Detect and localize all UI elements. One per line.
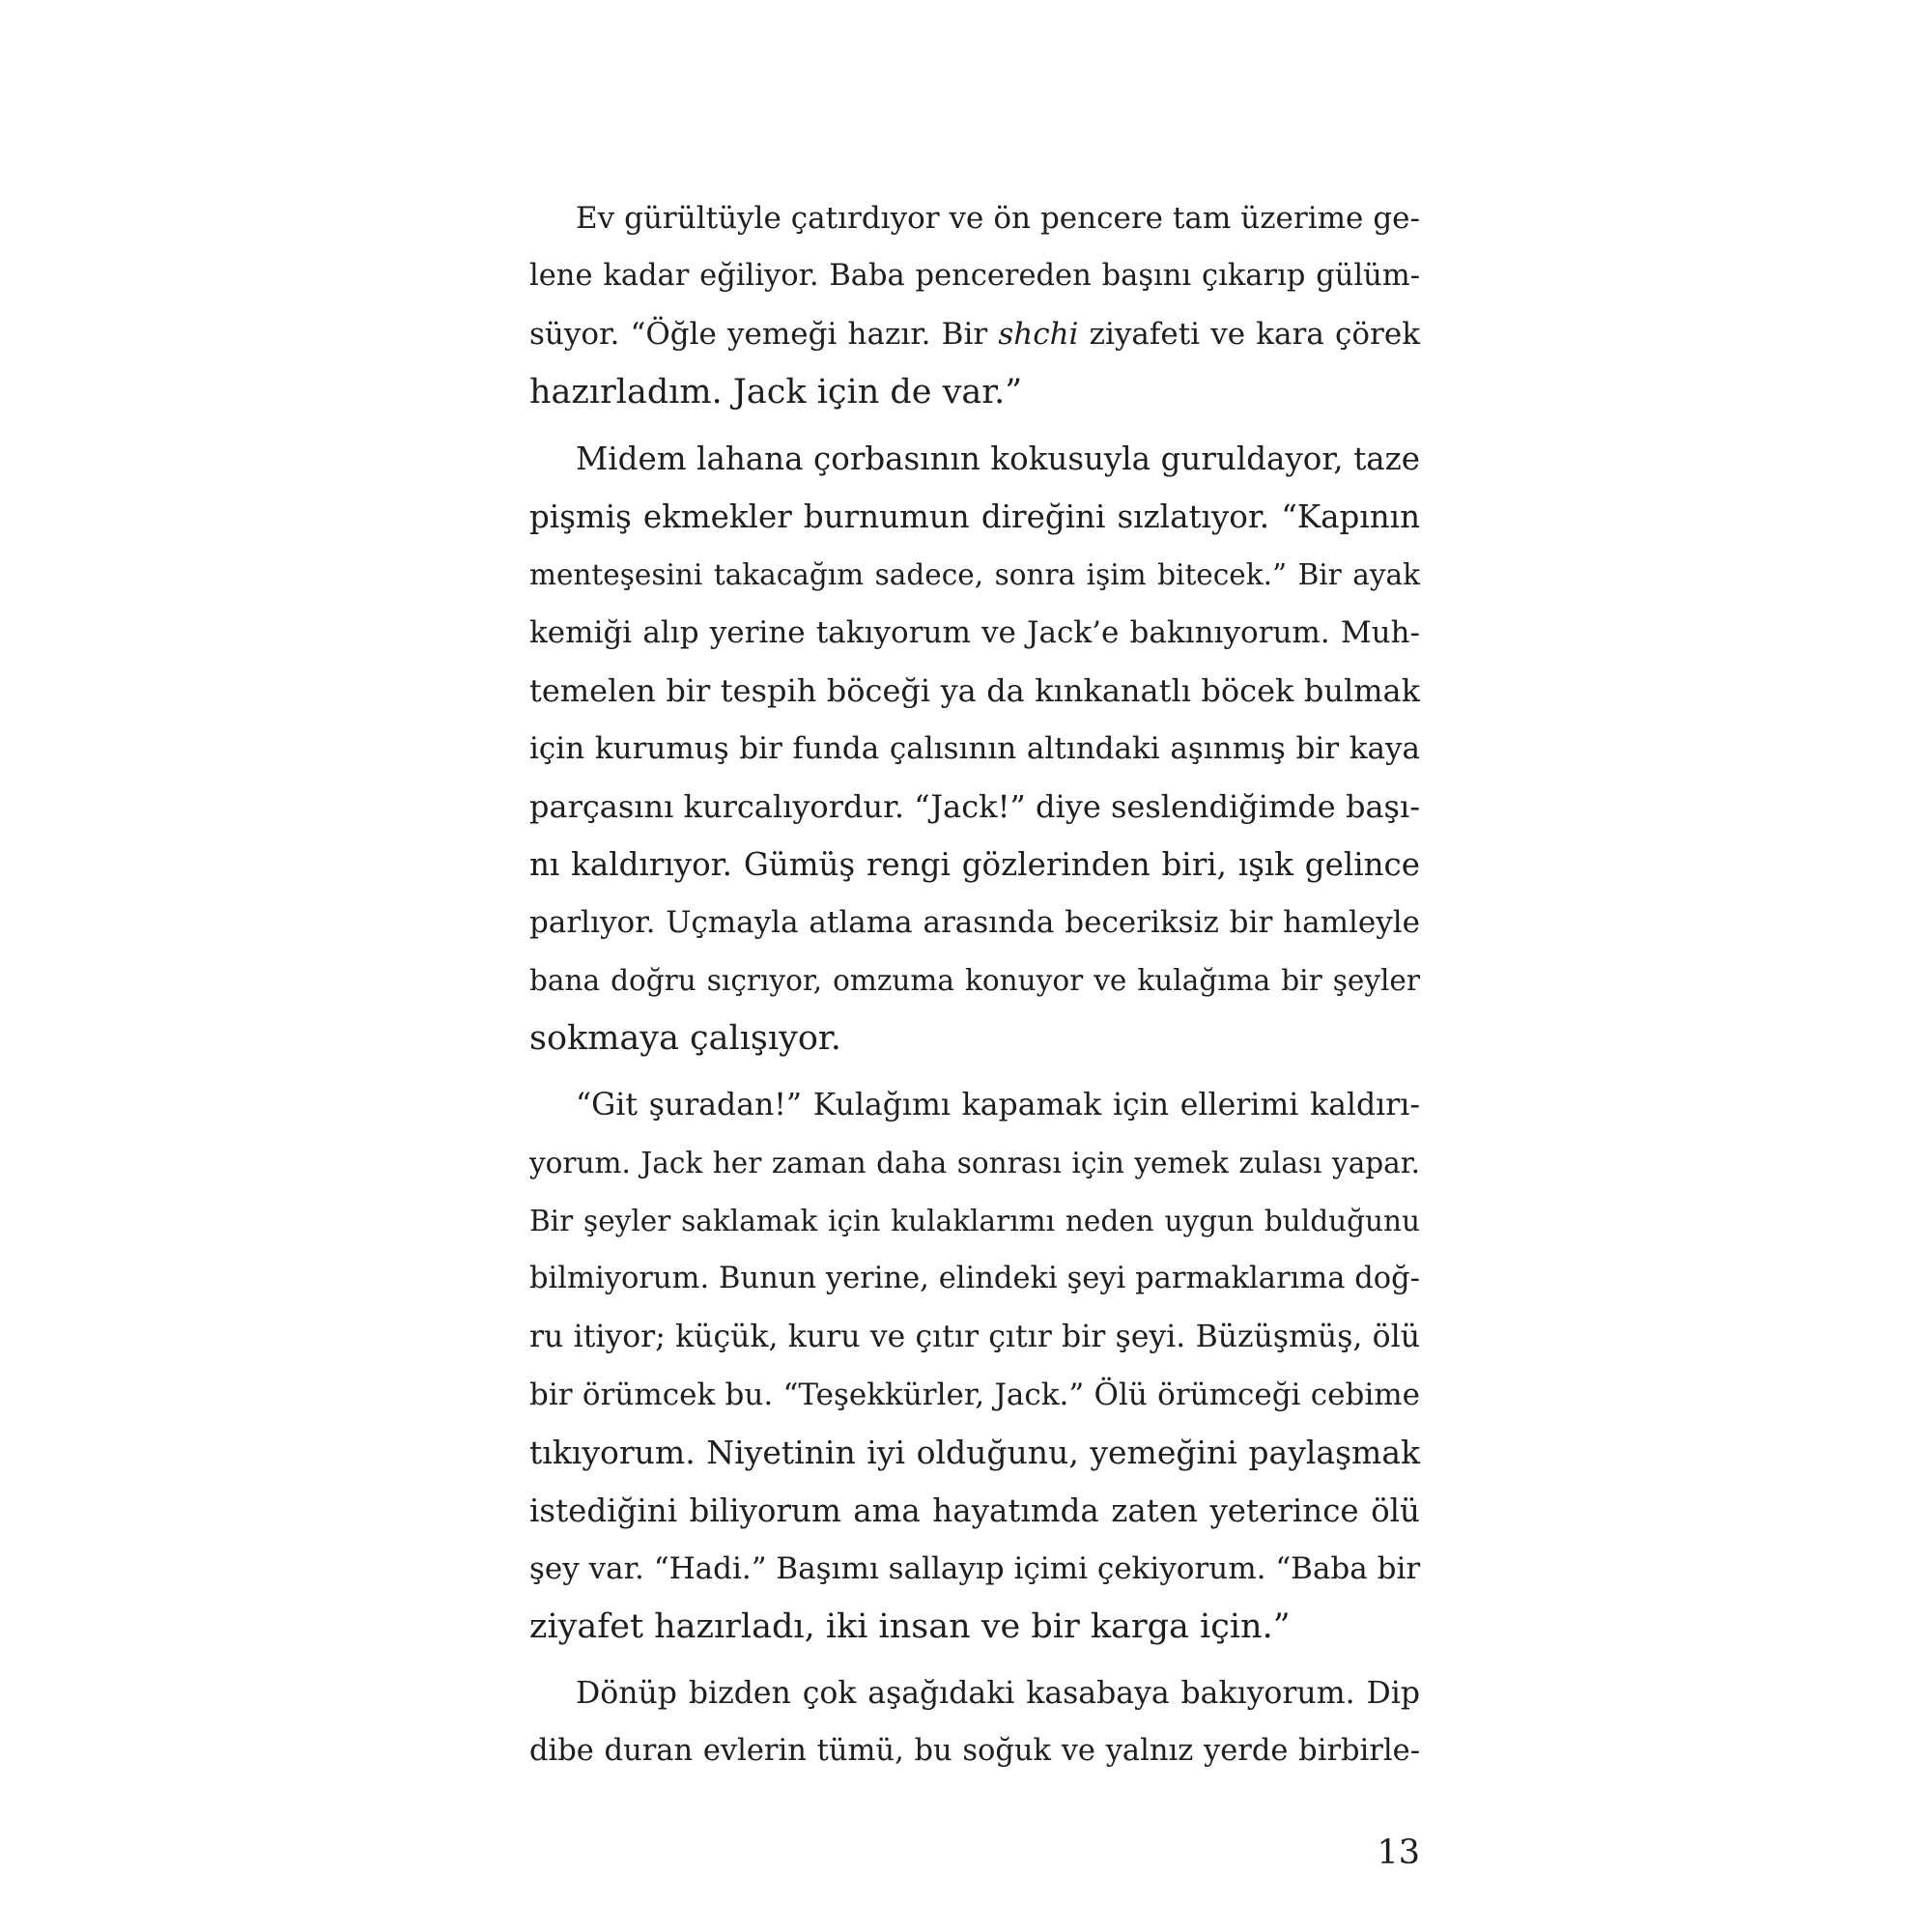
text-line: nı kaldırıyor. Gümüş rengi gözlerinden biri, ışık gelince: [529, 846, 1420, 883]
paragraph-4: [529, 1664, 1420, 1780]
page-number: 13: [1377, 1833, 1420, 1872]
text-line: temelen bir tespih böceği ya da kınkanatlı böcek bulmak: [529, 672, 1420, 709]
body-text: [529, 189, 1420, 1789]
text-line: sokmaya çalışıyor.: [529, 1019, 841, 1058]
text-line: “Git şuradan!” Kulağımı kapamak için ellerimi kaldırı-: [576, 1088, 1420, 1122]
paragraph-3: [529, 1076, 1420, 1656]
text-line: ru itiyor; küçük, kuru ve çıtır çıtır bir şeyi. Büzüşmüş, ölü: [529, 1320, 1420, 1354]
text-line: Dönüp bizden çok aşağıdaki kasabaya bakıyorum. Dip: [576, 1676, 1420, 1711]
text-line: Bir şeyler saklamak için kulaklarımı neden uygun bulduğunu: [529, 1205, 1420, 1237]
text-line: hazırladım. Jack için de var.”: [529, 373, 1023, 412]
text-line: süyor. “Öğle yemeği hazır. Bir shchi ziyafeti ve kara çörek: [529, 317, 1420, 352]
text-line: pişmiş ekmekler burnumun direğini sızlatıyor. “Kapının: [529, 498, 1420, 535]
text-line: parçasını kurcalıyordur. “Jack!” diye seslendiğimde başı-: [529, 788, 1420, 825]
text-line: Midem lahana çorbasının kokusuyla guruldayor, taze: [576, 440, 1420, 477]
paragraph-2: [529, 430, 1420, 1067]
text-line: Ev gürültüyle çatırdıyor ve ön pencere tam üzerime ge-: [576, 201, 1420, 236]
text-line: yorum. Jack her zaman daha sonrası için yemek zulası yapar.: [529, 1147, 1420, 1179]
text-line: tıkıyorum. Niyetinin iyi olduğunu, yemeğini paylaşmak: [529, 1434, 1420, 1471]
text-line: bilmiyorum. Bunun yerine, elindeki şeyi parmaklarıma doğ-: [529, 1262, 1420, 1295]
text-line: lene kadar eğiliyor. Baba pencereden başını çıkarıp gülüm-: [529, 259, 1420, 293]
text-line: menteşesini takacağım sadece, sonra işim bitecek.” Bir ayak: [529, 558, 1420, 591]
italic-word: shchi: [998, 317, 1079, 352]
text-line: şey var. “Hadi.” Başımı sallayıp içimi çekiyorum. “Baba bir: [529, 1551, 1421, 1586]
text-line: kemiği alıp yerine takıyorum ve Jack’e bakınıyorum. Muh-: [529, 615, 1420, 650]
text-line: için kurumuş bir funda çalısının altındaki aşınmış bir kaya: [529, 731, 1420, 766]
text-line: ziyafet hazırladı, iki insan ve bir karga için.”: [529, 1607, 1291, 1646]
text-line: dibe duran evlerin tümü, bu soğuk ve yalnız yerde birbirle-: [529, 1734, 1420, 1768]
text-line: istediğini biliyorum ama hayatımda zaten yeterince ölü: [529, 1492, 1420, 1529]
paragraph-1: [529, 189, 1420, 421]
text-line: parlıyor. Uçmayla atlama arasında beceriksiz bir hamleyle: [529, 905, 1420, 940]
text-line: bir örümcek bu. “Teşekkürler, Jack.” Ölü örümceği cebime: [529, 1378, 1420, 1412]
text-line: bana doğru sıçrıyor, omzuma konuyor ve kulağıma bir şeyler: [529, 964, 1420, 997]
